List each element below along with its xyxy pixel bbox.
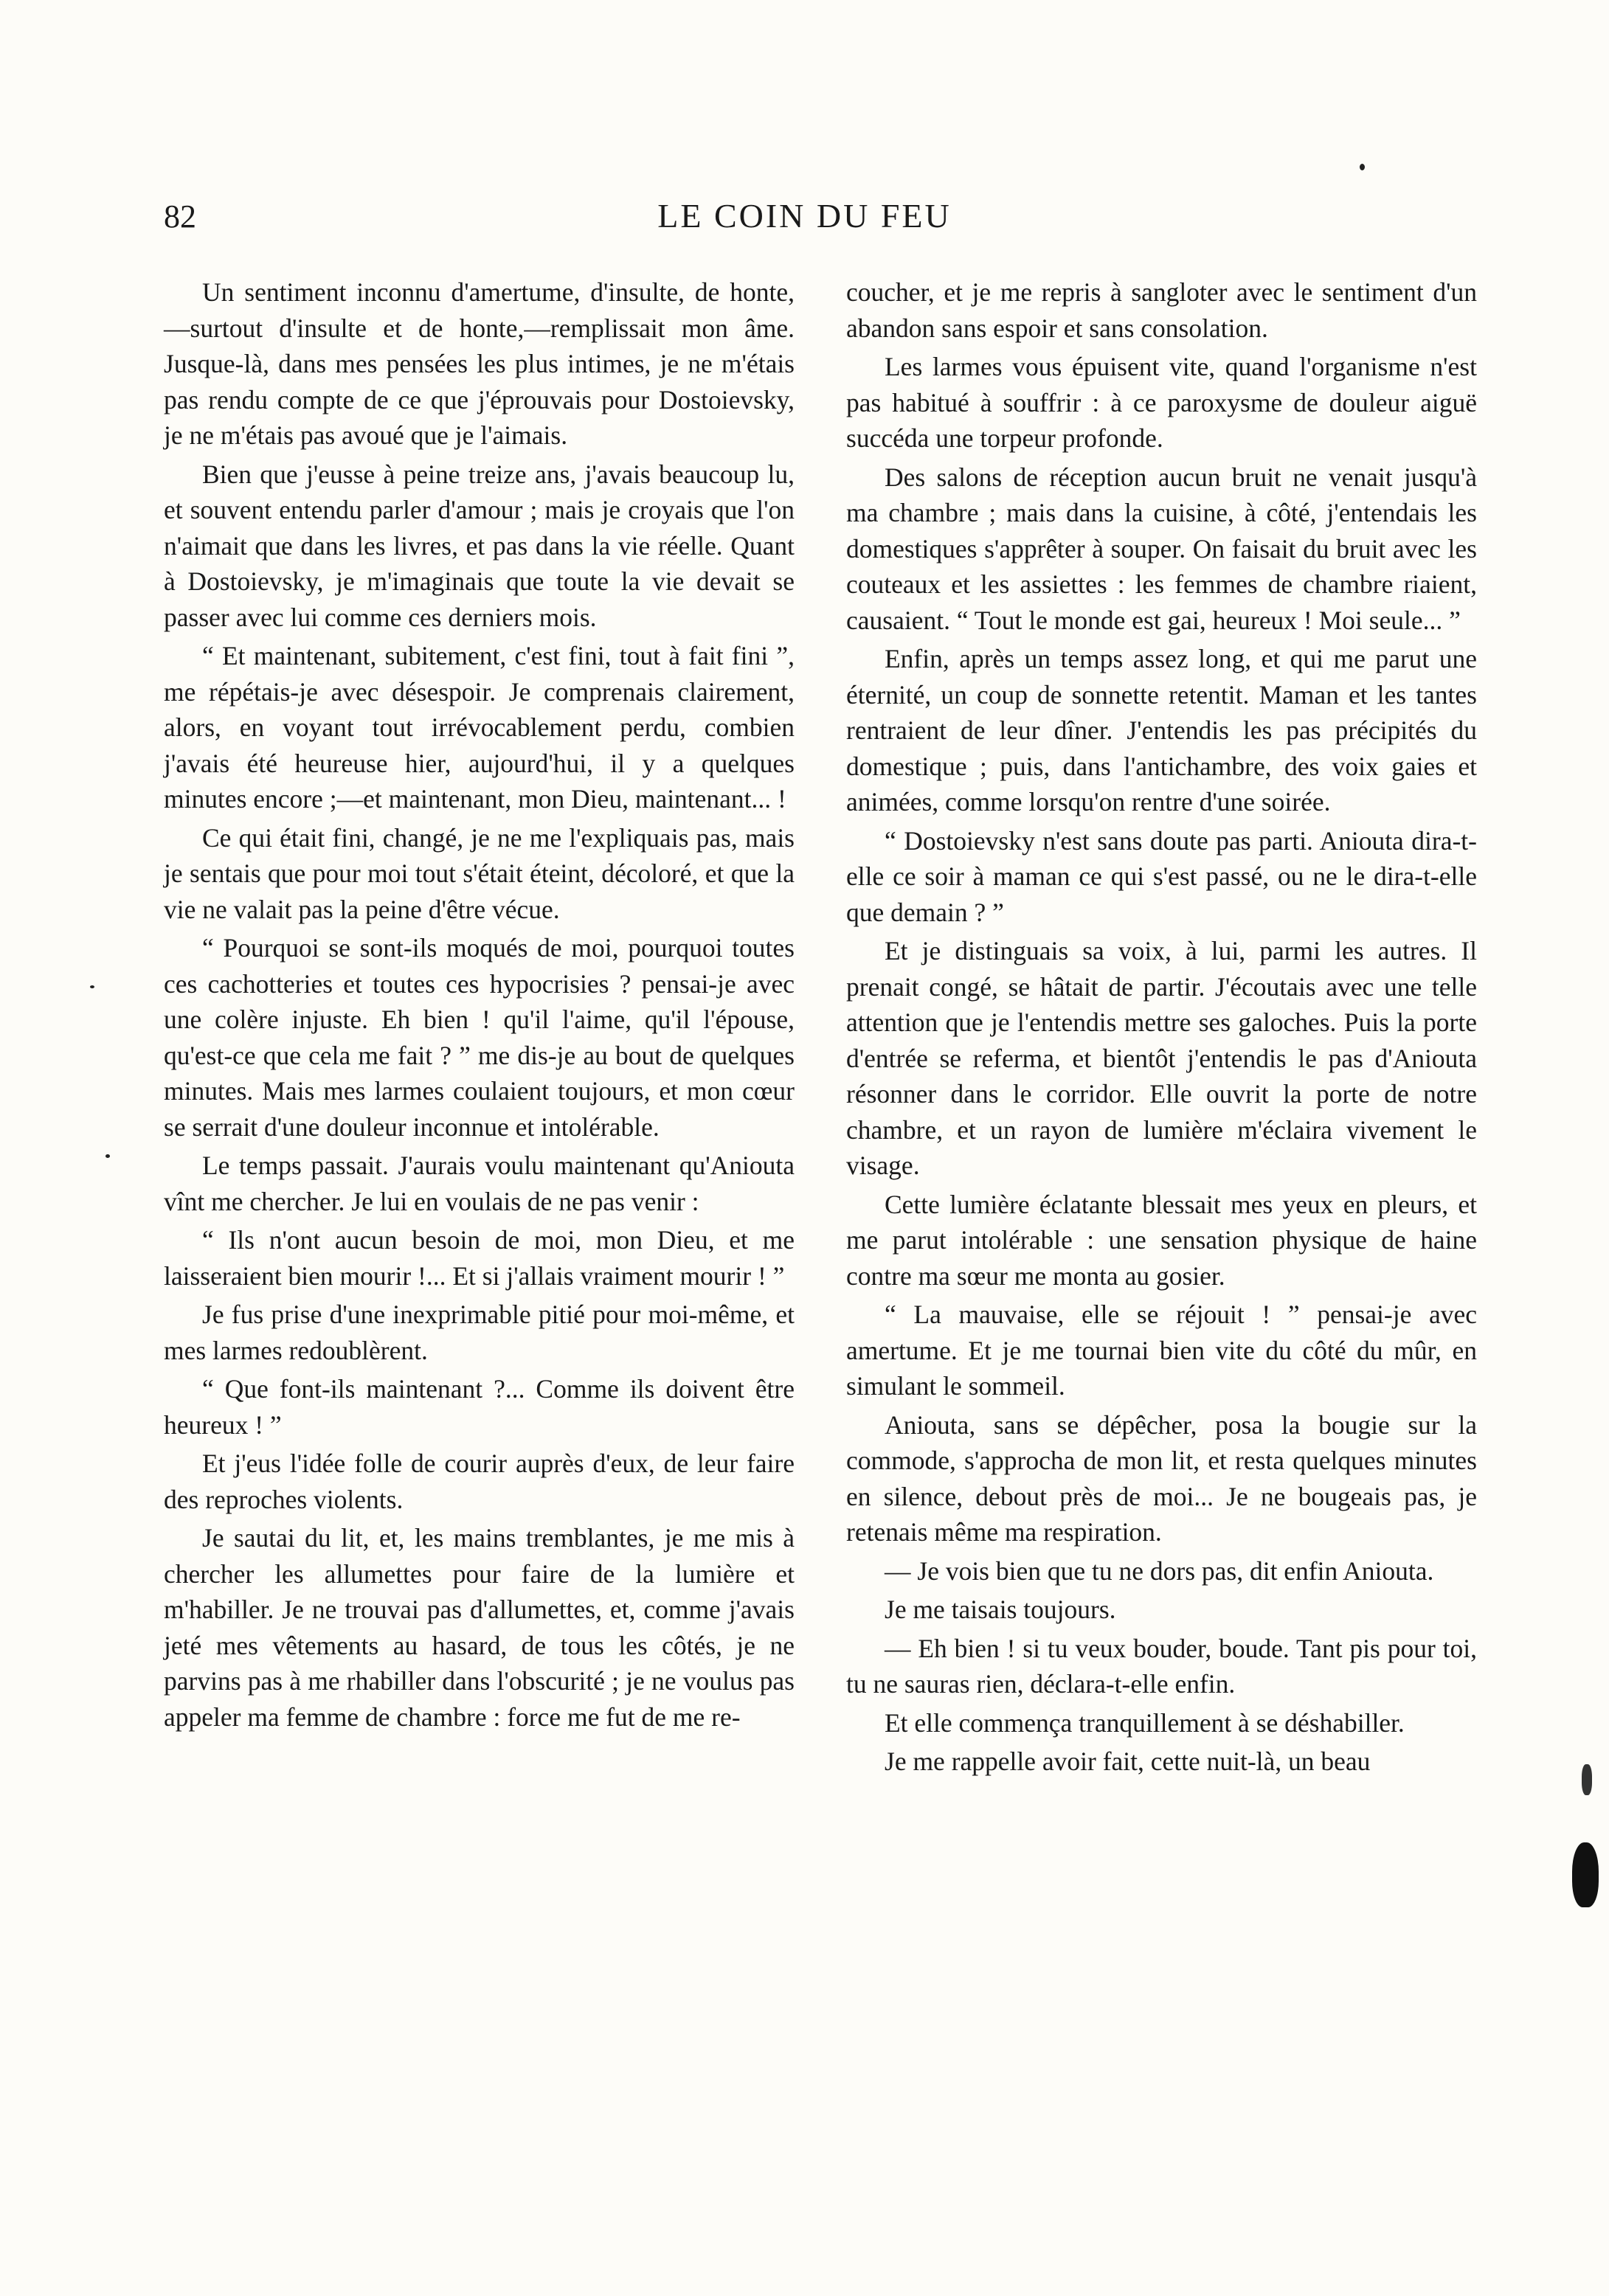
paragraph: “ Ils n'ont aucun besoin de moi, mon Dieu, et me laisseraient bien mourir !... Et si j'allais vraiment mourir ! ” bbox=[164, 1225, 795, 1291]
left-column bbox=[164, 274, 795, 1738]
paragraph: “ Pourquoi se sont-ils moqués de moi, pourquoi toutes ces cachotteries et toutes ces hypocrisies ? pensai-je avec une colère injuste. Eh bien ! qu'il l'aime, qu'il l'épouse, qu'est-ce que cela me fait ? ” me dis-je au bout de quelques minutes. Mais mes larmes coulaient toujours, et mon cœur se serrait d'une douleur inconnue et intolérable. bbox=[164, 933, 795, 1142]
paragraph: Et elle commença tranquillement à se déshabiller. bbox=[885, 1707, 1405, 1738]
paragraph: Cette lumière éclatante blessait mes yeux en pleurs, et me parut intolérable : une sensation physique de haine contre ma sœur me monta au gosier. bbox=[846, 1189, 1477, 1291]
paragraph: — Je vois bien que tu ne dors pas, dit enfin Aniouta. bbox=[885, 1555, 1434, 1586]
paragraph: Je me taisais toujours. bbox=[885, 1595, 1116, 1624]
right-column bbox=[846, 274, 1477, 1783]
paragraph: Je fus prise d'une inexprimable pitié pour moi-même, et mes larmes redoublèrent. bbox=[164, 1300, 795, 1365]
page-number: 82 bbox=[164, 198, 196, 235]
paragraph: Le temps passait. J'aurais voulu maintenant qu'Aniouta vînt me chercher. Je lui en voulais de ne pas venir : bbox=[164, 1151, 795, 1216]
paragraph: “ Que font-ils maintenant ?... Comme ils doivent être heureux ! ” bbox=[164, 1374, 795, 1440]
ink-smudge bbox=[1582, 1764, 1592, 1795]
paragraph: Et j'eus l'idée folle de courir auprès d'eux, de leur faire des reproches violents. bbox=[164, 1449, 795, 1514]
paragraph: Un sentiment inconnu d'amertume, d'insulte, de honte,—surtout d'insulte et de honte,—remplissait mon âme. Jusque-là, dans mes pensées les plus intimes, je ne m'étais pas rendu compte de ce que j'éprouvais pour Dostoievsky, je ne m'étais pas avoué que je l'aimais. bbox=[164, 277, 795, 450]
paragraph: Enfin, après un temps assez long, et qui me parut une éternité, un coup de sonnette retentit. Maman et les tantes rentraient de leur dîner. J'entendis les pas précipités du domestique ; puis, dans l'antichambre, des voix gaies et animées, comme lorsqu'on rentre d'une soirée. bbox=[846, 644, 1477, 816]
paragraph: Aniouta, sans se dépêcher, posa la bougie sur la commode, s'approcha de mon lit, et resta quelques minutes en silence, debout près de moi... Je ne bougeais pas, je retenais même ma respiration. bbox=[846, 1409, 1477, 1547]
ink-speck bbox=[1360, 164, 1365, 170]
paragraph: “ La mauvaise, elle se réjouit ! ” pensai-je avec amertume. Et je me tournai bien vite du côté du mûr, en simulant le sommeil. bbox=[846, 1300, 1477, 1401]
paragraph: Bien que j'eusse à peine treize ans, j'avais beaucoup lu, et souvent entendu parler d'amour ; mais je croyais que l'on n'aimait que dans les livres, et pas dans la vie réelle. Quant à Dostoievsky, je m'imaginais que toute la vie devait se passer avec lui comme ces derniers mois. bbox=[164, 459, 795, 632]
paragraph: Ce qui était fini, changé, je ne me l'expliquais pas, mais je sentais que pour moi tout s'était éteint, décoloré, et que la vie ne valait pas la peine d'être vécue. bbox=[164, 822, 795, 924]
ink-speck bbox=[105, 1154, 110, 1158]
paragraph: — Eh bien ! si tu veux bouder, boude. Tant pis pour toi, tu ne sauras rien, déclara-t-elle enfin. bbox=[846, 1633, 1477, 1699]
paragraph: Des salons de réception aucun bruit ne venait jusqu'à ma chambre ; mais dans la cuisine, à côté, j'entendais les domestiques s'apprêter à souper. On faisait du bruit avec les couteaux et les assiettes : les femmes de chambre riaient, causaient. “ Tout le monde est gai, heureux ! Moi seule... ” bbox=[846, 462, 1477, 635]
ink-speck bbox=[90, 985, 94, 988]
paragraph: Les larmes vous épuisent vite, quand l'organisme n'est pas habitué à souffrir : à ce paroxysme de douleur aiguë succéda une torpeur profonde. bbox=[846, 352, 1477, 453]
paragraph: “ Dostoievsky n'est sans doute pas parti. Aniouta dira-t-elle ce soir à maman ce qui s'est passé, ou ne le dira-t-elle que demain ? ” bbox=[846, 825, 1477, 927]
running-title: LE COIN DU FEU bbox=[657, 197, 952, 235]
paragraph: Je me rappelle avoir fait, cette nuit-là, un beau bbox=[885, 1747, 1371, 1776]
ink-smudge bbox=[1572, 1842, 1599, 1907]
paragraph: coucher, et je me repris à sangloter avec le sentiment d'un abandon sans espoir et sans consolation. bbox=[846, 277, 1477, 343]
paragraph: “ Et maintenant, subitement, c'est fini, tout à fait fini ”, me répétais-je avec désespoir. Je comprenais clairement, alors, en voyant tout irrévocablement perdu, combien j'avais été heureuse hier, aujourd'hui, il y a quelques minutes encore ;—et maintenant, mon Dieu, maintenant... ! bbox=[164, 641, 795, 814]
paragraph: Je sautai du lit, et, les mains tremblantes, je me mis à chercher les allumettes pour faire de la lumière et m'habiller. Je ne trouvai pas d'allumettes, et, comme j'avais jeté mes vêtements au hasard, de tous les côtés, je ne parvins pas à me rhabiller dans l'obscurité ; je ne voulus pas appeler ma femme de chambre : force me fut de me re- bbox=[164, 1523, 795, 1732]
paragraph: Et je distinguais sa voix, à lui, parmi les autres. Il prenait congé, se hâtait de partir. J'écoutais avec une telle attention que je l'entendis mettre ses galoches. Puis la porte d'entrée se referma, et bientôt j'entendis le pas d'Aniouta résonner dans le corridor. Elle ouvrit la porte de notre chambre, et un rayon de lumière m'éclaira vivement le visage. bbox=[846, 936, 1477, 1180]
